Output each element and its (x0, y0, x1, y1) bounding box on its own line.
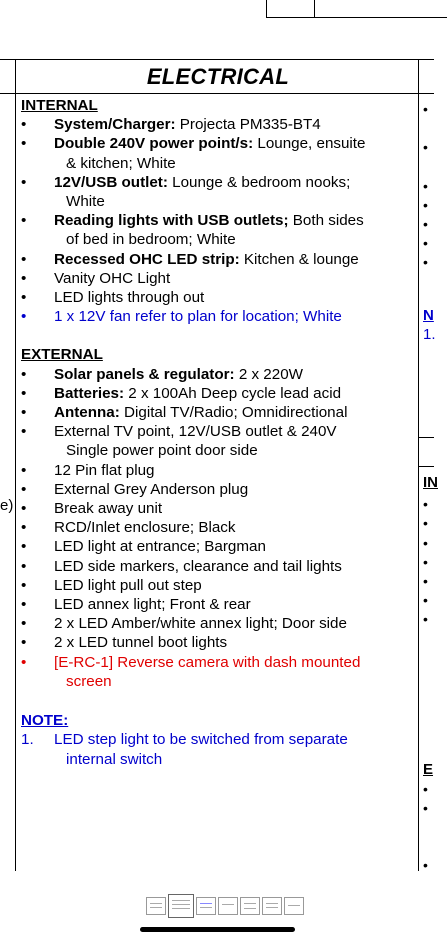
item-text: Break away unit (54, 500, 163, 518)
page-thumbnail[interactable] (196, 897, 216, 915)
bullet-icon: • (21, 480, 27, 498)
page-thumbnail[interactable] (284, 897, 304, 915)
list-item (21, 288, 413, 307)
item-continuation: White (66, 193, 105, 211)
external-heading: EXTERNAL (21, 346, 103, 364)
list-item (21, 557, 413, 576)
item-text: 2 x 220W (234, 365, 303, 383)
right-bullet: • (423, 496, 428, 512)
list-item (21, 653, 413, 691)
right-bullet: • (423, 592, 428, 608)
list-item (21, 576, 413, 595)
item-text: Lounge & bedroom nooks; (167, 173, 351, 191)
page-thumbnail[interactable] (262, 897, 282, 915)
top-table-divider (314, 0, 315, 17)
list-item (21, 480, 413, 499)
right-bullet: • (423, 781, 428, 797)
right-column-border (418, 59, 419, 871)
bullet-icon: • (21, 269, 27, 287)
bullet-icon: • (21, 596, 27, 614)
list-item (21, 134, 413, 172)
note-continuation: internal switch (66, 750, 163, 768)
item-label: 12V/USB outlet: (54, 173, 168, 191)
bullet-icon: • (21, 500, 27, 518)
right-bullet: • (423, 857, 428, 873)
page-thumbnail[interactable] (146, 897, 166, 915)
item-text: Digital TV/Radio; Omnidirectional (119, 404, 348, 422)
item-continuation: of bed in bedroom; White (66, 231, 236, 249)
right-bullet: • (423, 101, 428, 117)
right-bullet: • (423, 611, 428, 627)
right-row-border-2 (418, 466, 434, 467)
page-thumbnail[interactable] (240, 897, 260, 915)
item-text: 2 x LED tunnel boot lights (54, 634, 228, 652)
item-label: Reading lights with USB outlets; (54, 212, 289, 230)
item-text: Both sides (288, 212, 364, 230)
item-text: Kitchen & lounge (239, 250, 359, 268)
item-text: RCD/Inlet enclosure; Black (54, 519, 236, 537)
list-item (21, 537, 413, 556)
list-item (21, 614, 413, 633)
right-bullet: • (423, 800, 428, 816)
right-heading-fragment: IN (423, 474, 438, 491)
internal-heading: INTERNAL (21, 97, 98, 114)
item-text: LED side markers, clearance and tail lights (54, 557, 342, 575)
home-indicator[interactable] (140, 927, 295, 932)
page-thumbnail[interactable] (218, 897, 238, 915)
right-bullet: • (423, 235, 428, 251)
right-heading-fragment: E (423, 761, 434, 778)
bullet-icon: • (21, 384, 27, 402)
bullet-icon: • (21, 289, 27, 307)
right-bullet: • (423, 573, 428, 589)
bullet-icon: • (21, 519, 27, 537)
item-text: 2 x 100Ah Deep cycle lead acid (124, 384, 342, 402)
item-text: 12 Pin flat plug (54, 461, 155, 479)
right-row-border-1 (418, 437, 434, 438)
list-item (21, 518, 413, 537)
right-bullet: • (423, 254, 428, 270)
electrical-content (21, 96, 413, 769)
item-label: Antenna: (54, 404, 120, 422)
note-heading: NOTE: (21, 712, 69, 730)
item-text: LED lights through out (54, 289, 205, 307)
item-label: Solar panels & regulator: (54, 365, 235, 383)
right-note-fragment: N (423, 307, 434, 324)
bullet-icon: • (21, 365, 27, 383)
item-text: [E-RC-1] Reverse camera with dash mounted (54, 653, 361, 671)
list-item (21, 307, 413, 326)
list-item (21, 115, 413, 134)
bullet-icon: • (21, 250, 27, 268)
note-item (21, 730, 413, 768)
item-label: Batteries: (54, 384, 125, 402)
bullet-icon: • (21, 461, 27, 479)
item-continuation: & kitchen; White (66, 154, 176, 172)
list-item (21, 365, 413, 384)
page-thumbnail-strip[interactable] (146, 894, 304, 916)
note-list (21, 730, 413, 768)
bullet-icon: • (21, 423, 27, 441)
right-bullet: • (423, 139, 428, 155)
bullet-icon: • (21, 634, 27, 652)
item-label: Double 240V power point/s: (54, 135, 254, 153)
item-text: Vanity OHC Light (54, 269, 171, 287)
item-text: LED annex light; Front & rear (54, 596, 251, 614)
item-continuation: Single power point door side (66, 442, 258, 460)
item-text: LED light pull out step (54, 576, 202, 594)
right-bullet: • (423, 535, 428, 551)
right-bullet: • (423, 554, 428, 570)
list-item (21, 211, 413, 249)
item-text: LED light at entrance; Bargman (54, 538, 266, 556)
bullet-icon: • (21, 173, 27, 191)
list-item (21, 250, 413, 269)
right-bullet: • (423, 178, 428, 194)
title-row-border (0, 93, 434, 94)
right-bullet: • (423, 216, 428, 232)
right-bullet: • (423, 197, 428, 213)
list-item (21, 403, 413, 422)
right-note-number: 1. (423, 326, 436, 343)
table-top-border (0, 59, 434, 60)
note-text: LED step light to be switched from separate (54, 731, 348, 749)
bullet-icon: • (21, 404, 27, 422)
item-text: 2 x LED Amber/white annex light; Door side (54, 615, 347, 633)
left-column-fragment: e) (0, 497, 14, 514)
page-thumbnail-current[interactable] (168, 894, 194, 918)
bullet-icon: • (21, 576, 27, 594)
item-text: 1 x 12V fan refer to plan for location; White (54, 308, 342, 326)
item-text: External TV point, 12V/USB outlet & 240V (54, 423, 337, 441)
list-item (21, 595, 413, 614)
section-title: ELECTRICAL (146, 64, 290, 89)
list-item (21, 384, 413, 403)
list-item (21, 269, 413, 288)
bullet-icon: • (21, 538, 27, 556)
item-continuation: screen (66, 672, 112, 690)
list-item (21, 499, 413, 518)
right-bullet: • (423, 515, 428, 531)
list-item (21, 422, 413, 460)
left-column-border (15, 59, 16, 871)
bullet-icon: • (21, 615, 27, 633)
internal-list (21, 115, 413, 326)
list-item (21, 633, 413, 652)
item-text: External Grey Anderson plug (54, 480, 249, 498)
item-text: Projecta PM335-BT4 (175, 116, 321, 134)
bullet-icon: • (21, 212, 27, 230)
bullet-icon: • (21, 308, 27, 326)
external-list (21, 365, 413, 691)
bullet-icon: • (21, 135, 27, 153)
item-text: Lounge, ensuite (253, 135, 366, 153)
bullet-icon: • (21, 653, 27, 671)
top-table-fragment (266, 0, 447, 18)
list-item (21, 461, 413, 480)
list-item (21, 173, 413, 211)
item-label: System/Charger: (54, 116, 176, 134)
note-number: 1. (21, 731, 34, 749)
bullet-icon: • (21, 557, 27, 575)
item-label: Recessed OHC LED strip: (54, 250, 240, 268)
bullet-icon: • (21, 116, 27, 134)
